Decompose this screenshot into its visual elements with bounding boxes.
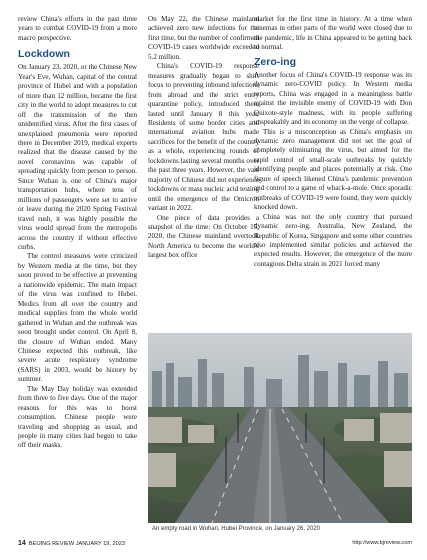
section-heading-lockdown: Lockdown [18,48,70,61]
paragraph: One piece of data provides a snapshot of the time: On October 15, 2020, the Chinese mainland overtook North America to become the world's largest box office [148,213,259,260]
paragraph: market for the first time in history. At a time when cinemas in other parts of the world were closed due to the pandemic, life in China appeared to be getting back to normal. [254,15,412,52]
issue-line: BEIJING REVIEW JANUARY 19, 2023 [28,541,125,547]
footer-url[interactable]: http://www.bjreview.com [352,540,412,546]
photo-caption: An empty road in Wuhan, Hubei Province, on January 26, 2020 [148,523,412,535]
paragraph: The control measures were criticized by Western media at the time, but they soon proved to be effective at preventing a nationwide epidemic. The main impact of the virus was confined to Hubei. Medics from all over the country and medical supplies from the whole world gathered in Wuhan and the outbreak was soon brought under control. On April 8, the closure of Wuhan ended. Many Chinese expected this outbreak, like severe acute respiratory syndrome (SARS) in 2003, would be history by summer. [18,252,137,384]
section-heading-zeroing: Zero-ing [254,55,296,68]
news-photo [148,333,412,533]
paragraph: China was not the only country that pursued dynamic zero-ing. Australia, New Zealand, the Republic of Korea, Singapore and some other countries also implemented similar policies and achieved the expected results. However, the emergence of the more contagious Delta strain in 2021 forced many [254,212,412,268]
footer-left [18,540,125,547]
article-column-2 [148,15,259,261]
paragraph: This is a misconception as China's emphasis on dynamic zero management did not set the goal of completely eliminating the virus, but aimed for the rapid control of small-scale outbreaks by quickly identifying people and places potentially at risk. One figure of speech likened China's pandemic prevention and control to a game of whack-a-mole. Once sporadic outbreaks of COVID-19 were found, they were quickly knocked down. [254,127,412,212]
article-column-1 [18,15,137,451]
paragraph: China's COVID-19 response measures gradually began to shift focus to preventing inbound infections from abroad and the strict entry quarantine policy, introduced then, lasted until January 8 this year. Residents of some border cities and international aviation hubs made sacrifices for the benefit of the country as a whole, experiencing rounds of lockdowns lasting several months over the past three years. However, the vast majority of Chinese did not experience lockdowns or mass nucleic acid testing until the emergence of the Omicron variant in 2022. [148,62,259,213]
empty-road-photo-illustration [148,333,412,533]
page-number: 14 [18,540,26,547]
paragraph: Another focus of China's COVID-19 response was its dynamic zero-COVID policy. In Western media reports, China was engaged in a meaningless battle against the invisible enemy of COVID-19 with Don Quixote-style madness, with its people suffering unspeakably and its economy on the verge of collapse. [254,70,412,127]
article-column-3 [254,15,412,269]
paragraph: review China's efforts in the past three years to combat COVID-19 from a more macro perspective. [18,15,137,42]
paragraph: On May 22, the Chinese mainland achieved zero new infections for the first time, but the number of confirmed COVID-19 cases worldwide exceeded 5.2 million. [148,15,259,61]
paragraph: The May Day holiday was extended from three to five days. One of the major reasons for this was to boost consumption. Chinese people were traveling and shopping as usual, and people in many cities had begun to take off their masks. [18,384,137,450]
paragraph: On January 23, 2020, or the Chinese New Year's Eve, Wuhan, capital of the central province of Hubei and with a population of more than 12 million, became the first city in the world to adopt measures to cut off the transmission of the then unidentified virus. After the first cases of unexplained pneumonia were reported there in December 2019, medical experts realized that the disease caused by the novel coronavirus was capable of spreading quickly from person to person. Since Wuhan is one of China's major transportation hubs, where tens of millions of passengers were set to arrive or leave during the 2020 Spring Festival travel rush, it was highly possible the virus would spread from the metropolis across the country if without effective curbs. [18,63,137,251]
